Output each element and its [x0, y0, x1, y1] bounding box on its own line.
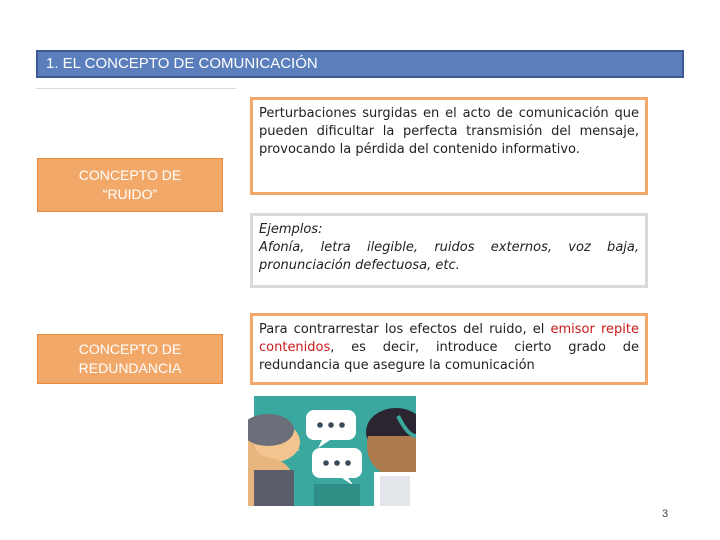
- redundancia-definition-box: [250, 313, 648, 385]
- redundancia-text-post: , es decir, introduce cierto grado de redundancia que asegure la comunicación: [259, 340, 639, 373]
- ruido-definition-text: Perturbaciones surgidas en el acto de comunicación que pueden dificultar la perfecta transmisión del mensaje, provocando la pérdida del contenido informativo.: [259, 106, 639, 157]
- ruido-definition-box: [250, 97, 648, 195]
- concept-ruido-label: CONCEPTO DE “RUIDO”: [37, 158, 223, 212]
- concept-redundancia-label: CONCEPTO DE REDUNDANCIA: [37, 334, 223, 384]
- divider: [36, 88, 236, 89]
- page-number: 3: [662, 508, 669, 520]
- redundancia-highlight: emisor repite contenidos: [259, 322, 639, 355]
- ejemplos-text: Afonía, letra ilegible, ruidos externos, voz baja, pronunciación defectuosa, etc.: [259, 240, 639, 273]
- ejemplos-box: [250, 213, 648, 288]
- two-people-talking-icon: [248, 396, 416, 506]
- ejemplos-heading: Ejemplos:: [259, 222, 323, 237]
- slide-title: 1. EL CONCEPTO DE COMUNICACIÓN: [36, 50, 684, 78]
- redundancia-text-pre: Para contrarrestar los efectos del ruido, el: [259, 322, 551, 337]
